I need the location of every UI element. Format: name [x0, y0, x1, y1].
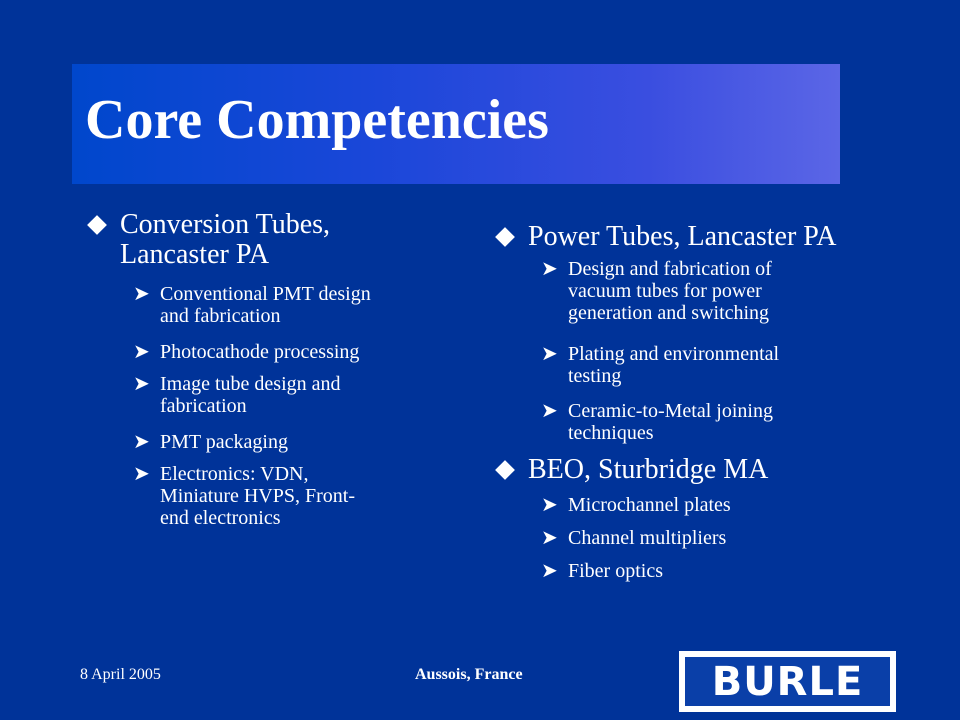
arrow-bullet-icon: ➤: [541, 258, 558, 280]
list-item-line: and fabrication: [160, 305, 281, 327]
conversion-tubes-list: [80, 341, 480, 363]
list-item: [80, 431, 480, 453]
list-item: [488, 400, 928, 444]
list-item: [488, 258, 928, 324]
section-heading: [488, 455, 908, 485]
diamond-bullet-icon: [87, 215, 107, 235]
list-item-line: PMT packaging: [160, 431, 288, 453]
list-item-line: Image tube design and: [160, 373, 341, 395]
logo-inner: [685, 657, 890, 706]
section-heading-line: Power Tubes, Lancaster PA: [528, 221, 837, 252]
list-item-line: Conventional PMT design: [160, 283, 371, 305]
beo-list: [488, 560, 928, 582]
arrow-bullet-icon: ➤: [541, 560, 558, 582]
list-item: [80, 373, 480, 417]
section-heading-line: Lancaster PA: [120, 239, 270, 270]
section-heading: [80, 210, 500, 270]
list-item-line: Electronics: VDN,: [160, 463, 309, 485]
list-item: [488, 343, 928, 387]
list-item-line: vacuum tubes for power: [568, 280, 762, 302]
footer-venue: Aussois, France: [415, 666, 523, 683]
power-tubes-list: [488, 343, 928, 387]
list-item-line: generation and switching: [568, 302, 770, 324]
list-item-line: Photocathode processing: [160, 341, 360, 363]
diamond-bullet-icon: [495, 460, 515, 480]
diamond-bullet-icon: [495, 227, 515, 247]
arrow-bullet-icon: ➤: [541, 343, 558, 365]
arrow-bullet-icon: ➤: [133, 463, 150, 485]
section-beo: [488, 455, 908, 485]
conversion-tubes-list: [80, 373, 480, 417]
arrow-bullet-icon: ➤: [133, 431, 150, 453]
arrow-bullet-icon: ➤: [133, 341, 150, 363]
list-item: [80, 463, 480, 529]
list-item-line: fabrication: [160, 395, 247, 417]
slide-title: Core Competencies: [85, 89, 549, 151]
section-power-tubes: [488, 222, 908, 252]
arrow-bullet-icon: ➤: [133, 373, 150, 395]
beo-list: [488, 494, 928, 516]
section-heading-line: BEO, Sturbridge MA: [528, 454, 769, 485]
conversion-tubes-list: [80, 431, 480, 453]
section-heading: [488, 222, 908, 252]
list-item-line: Plating and environmental: [568, 343, 780, 365]
list-item: [80, 283, 480, 327]
conversion-tubes-list: [80, 283, 480, 327]
list-item: [488, 494, 928, 516]
footer-date: 8 April 2005: [80, 666, 161, 683]
power-tubes-list: [488, 258, 928, 324]
list-item-line: Channel multipliers: [568, 527, 727, 549]
list-item-line: testing: [568, 365, 622, 387]
section-conversion-tubes: [80, 210, 500, 270]
arrow-bullet-icon: ➤: [541, 494, 558, 516]
arrow-bullet-icon: ➤: [133, 283, 150, 305]
list-item: [488, 560, 928, 582]
list-item-line: Fiber optics: [568, 560, 663, 582]
list-item-line: Ceramic-to-Metal joining: [568, 400, 773, 422]
section-heading-line: Conversion Tubes,: [120, 209, 331, 240]
logo-text: BURLE: [711, 658, 864, 705]
list-item-line: Microchannel plates: [568, 494, 731, 516]
list-item: [80, 341, 480, 363]
arrow-bullet-icon: ➤: [541, 400, 558, 422]
arrow-bullet-icon: ➤: [541, 527, 558, 549]
list-item-line: techniques: [568, 422, 654, 444]
list-item-line: end electronics: [160, 507, 281, 529]
beo-list: [488, 527, 928, 549]
conversion-tubes-list: [80, 463, 480, 529]
power-tubes-list: [488, 400, 928, 444]
list-item: [488, 527, 928, 549]
burle-logo: [679, 651, 896, 712]
list-item-line: Miniature HVPS, Front-: [160, 485, 355, 507]
list-item-line: Design and fabrication of: [568, 258, 772, 280]
